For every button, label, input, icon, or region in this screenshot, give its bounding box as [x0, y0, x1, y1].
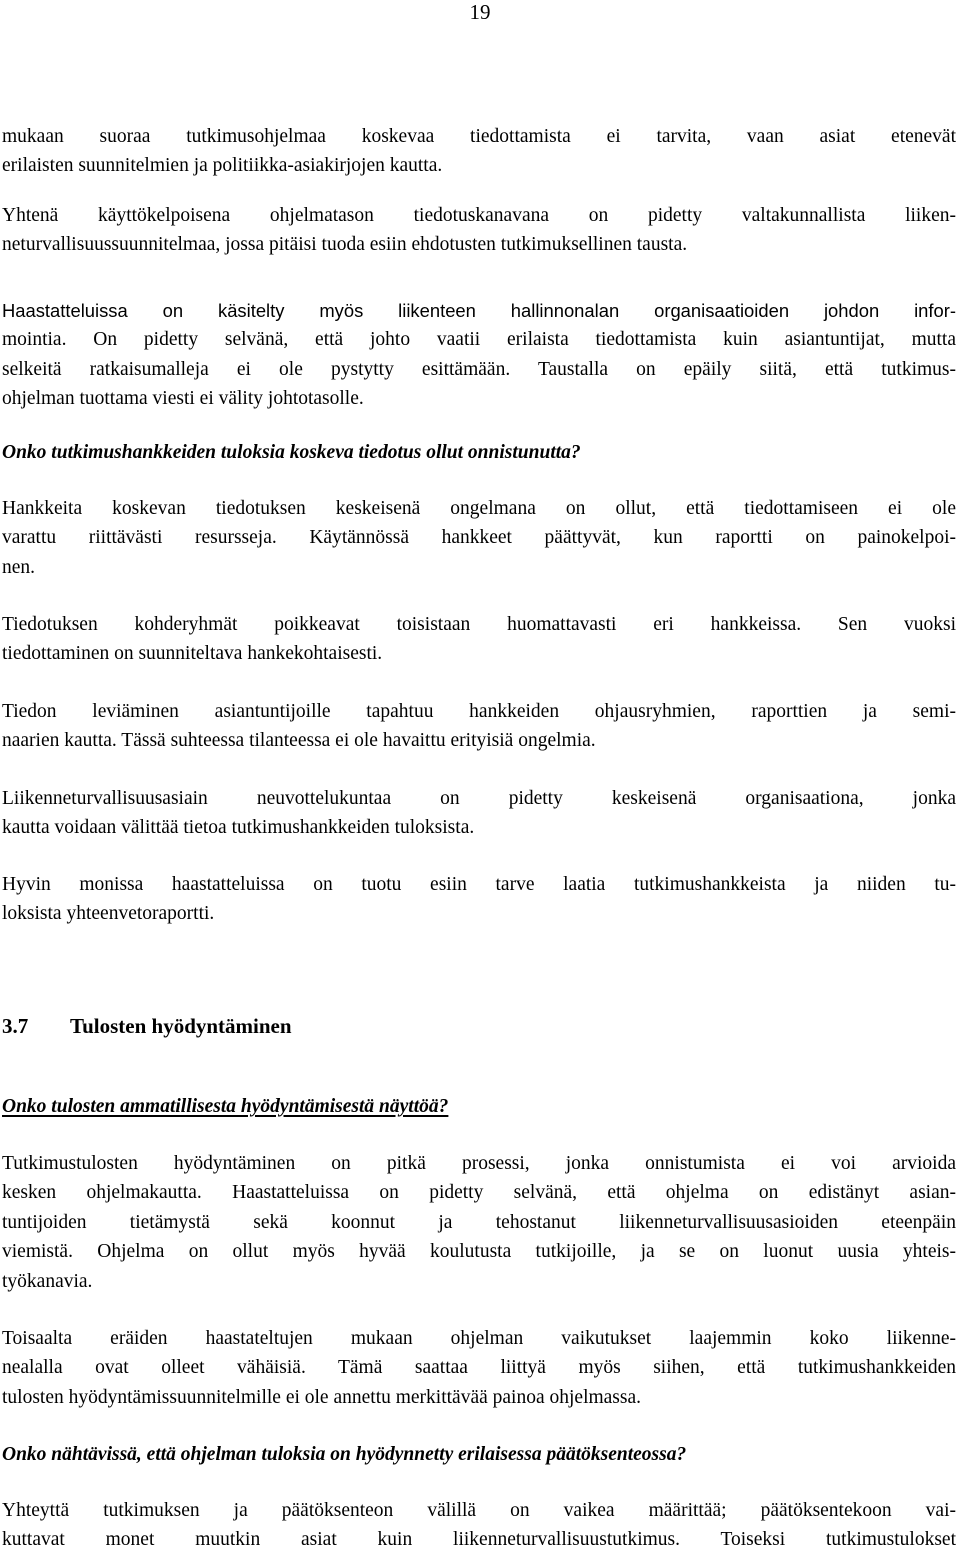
text-line: Hankkeita koskevan tiedotuksen keskeisenä ongelmana on ollut, että tiedottamiseen ei ole — [2, 498, 956, 519]
text-line: varattu riittävästi resursseja. Käytännössä hankkeet päättyvät, kun raportti on painokelpoi- — [2, 527, 956, 549]
text-line: Liikenneturvallisuusasiain neuvottelukuntaa on pidetty keskeisenä organisaationa, jonka — [2, 788, 956, 809]
text-line: loksista yhteenvetoraportti. — [2, 903, 215, 925]
text-line: kuttavat monet muutkin asiat kuin liikenneturvallisuustutkimus. Toiseksi tutkimustulokset — [2, 1529, 956, 1551]
text-line: Tiedotuksen kohderyhmät poikkeavat toisistaan huomattavasti eri hankkeissa. Sen vuoksi — [2, 614, 956, 635]
text-line: erilaisten suunnitelmien ja politiikka-asiakirjojen kautta. — [2, 155, 443, 177]
paragraph — [2, 870, 956, 929]
text-line: mointia. On pidetty selvänä, että johto vaatii erilaista tiedottamista kuin asiantuntijat, mutta — [2, 329, 956, 351]
text-line: tulosten hyödyntämissuunnitelmille ei ole annettu merkittävää painoa ohjelmassa. — [2, 1386, 642, 1408]
text-line: nealalla ovat olleet vähäisiä. Tämä saattaa liittyä myös siihen, että tutkimushankkeiden — [2, 1357, 956, 1379]
text-line: naarien kautta. Tässä suhteessa tilanteessa ei ole havaittu erityisiä ongelmia. — [2, 730, 596, 752]
paragraph — [2, 296, 956, 414]
text-line: selkeitä ratkaisumalleja ei ole pystytty esittämään. Taustalla on epäily siitä, että tutkimus- — [2, 358, 956, 380]
text-line: ohjelman tuottama viesti ei välity johtotasolle. — [2, 388, 364, 410]
text-line: Tutkimustulosten hyödyntäminen on pitkä prosessi, jonka onnistumista ei voi arvioida — [2, 1153, 956, 1174]
text-line: Onko tulosten ammatillisesta hyödyntämisestä näyttöä? — [2, 1096, 449, 1117]
text-line: työkanavia. — [2, 1270, 93, 1292]
paragraph — [2, 1149, 956, 1296]
paragraph — [2, 610, 956, 669]
paragraph — [2, 494, 956, 582]
paragraph — [2, 122, 956, 181]
question-heading — [2, 1440, 956, 1469]
section-heading — [2, 1011, 292, 1041]
section-number: 3.7 — [2, 1014, 29, 1038]
paragraph — [2, 697, 956, 756]
text-line: Yhteyttä tutkimuksen ja päätöksenteon välillä on vaikea määrittää; päätöksentekoon vai- — [2, 1500, 956, 1521]
text-line: viemistä. Ohjelma on ollut myös hyvää koulutusta tutkijoille, ja se on luonut uusia yhteis- — [2, 1241, 956, 1263]
text-line: Hyvin monissa haastatteluissa on tuotu esiin tarve laatia tutkimushankkeista ja niiden tu- — [2, 874, 956, 895]
question-heading — [2, 438, 956, 467]
paragraph — [2, 784, 956, 843]
text-line: Haastatteluissa on käsitelty myös liikenteen hallinnonalan organisaatioiden johdon infor- — [2, 300, 956, 321]
text-line: Tiedon leviäminen asiantuntijoille tapahtuu hankkeiden ohjausryhmien, raporttien ja semi- — [2, 701, 956, 722]
paragraph — [2, 1496, 956, 1555]
text-line: neturvallisuussuunnitelmaa, jossa pitäisi tuoda esiin ehdotusten tutkimuksellinen tausta. — [2, 234, 688, 256]
paragraph — [2, 201, 956, 260]
text-line: nen. — [2, 556, 36, 578]
text-line: kesken ohjelmakautta. Haastatteluissa on pidetty selvänä, että ohjelma on edistänyt asian- — [2, 1182, 956, 1204]
text-line: tuntijoiden tietämystä sekä koonnut ja tehostanut liikenneturvallisuusasioiden eteenpäin — [2, 1211, 956, 1233]
text-line: kautta voidaan välittää tietoa tutkimushankkeiden tuloksista. — [2, 817, 475, 839]
question-heading — [2, 1092, 956, 1121]
text-line: Onko tutkimushankkeiden tuloksia koskeva tiedotus ollut onnistunutta? — [2, 442, 581, 463]
text-line: Onko nähtävissä, että ohjelman tuloksia on hyödynnetty erilaisessa päätöksenteossa? — [2, 1444, 687, 1465]
text-line: Toisaalta eräiden haastateltujen mukaan ohjelman vaikutukset laajemmin koko liikenne- — [2, 1328, 956, 1349]
section-title: Tulosten hyödyntäminen — [70, 1014, 292, 1038]
text-line: Yhtenä käyttökelpoisena ohjelmatason tiedotuskanavana on pidetty valtakunnallista liiken- — [2, 205, 956, 226]
text-line: tiedottaminen on suunniteltava hankekohtaisesti. — [2, 643, 383, 665]
paragraph — [2, 1324, 956, 1412]
text-line: mukaan suoraa tutkimusohjelmaa koskevaa tiedottamista ei tarvita, vaan asiat etenevät — [2, 126, 956, 147]
page-number: 19 — [469, 0, 491, 24]
